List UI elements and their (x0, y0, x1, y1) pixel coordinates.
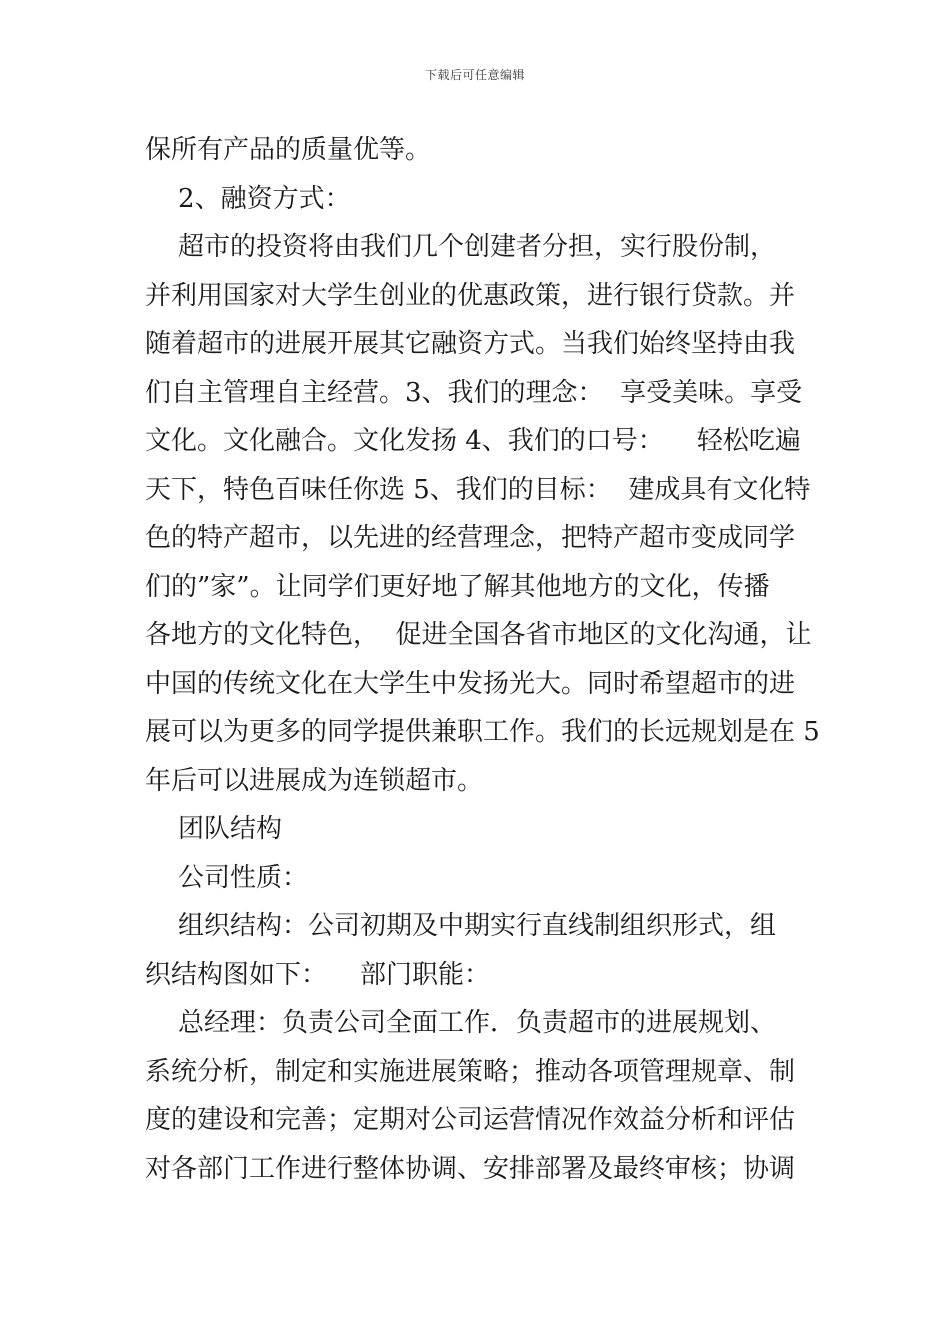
section-heading: 团队结构 (145, 814, 283, 844)
text-line: 文化。文化融合。文化发扬 4、我们的口号： 轻松吃遍 (145, 426, 801, 456)
text-line: 色的特产超市，以先进的经营理念，把特产超市变成同学 (145, 523, 796, 553)
text-line: 保所有产品的质量优等。 (145, 135, 432, 165)
text-line: 们的”家”。让同学们更好地了解其他地方的文化，传播 (145, 571, 770, 602)
text-line: 年后可以进展成为连锁超市。 (145, 765, 484, 796)
page-header: 下载后可任意编辑 (424, 68, 525, 82)
document-body (145, 126, 820, 1193)
text-line: 组织结构：公司初期及中期实行直线制组织形式，组 (145, 911, 777, 941)
text-line: 超市的投资将由我们几个创建者分担，实行股份制， (145, 232, 777, 262)
text-line: 天下，特色百味任你选 5、我们的目标： 建成具有文化特 (145, 474, 811, 505)
text-line: 中国的传统文化在大学生中发扬光大。同时希望超市的进 (145, 668, 796, 699)
text-line: 各地方的文化特色， 促进全国各省市地区的文化沟通，让 (145, 620, 812, 650)
text-line: 2、融资方式： (145, 183, 351, 214)
text-line: 系统分析，制定和实施进展策略；推动各项管理规章、制 (145, 1056, 796, 1087)
text-line: 总经理：负责公司全面工作．负责超市的进展规划、 (145, 1008, 777, 1038)
text-line: 们自主管理自主经营。3、我们的理念： 享受美味。享受 (145, 377, 803, 408)
text-line: 度的建设和完善；定期对公司运营情况作效益分析和评估 (145, 1105, 796, 1135)
text-line: 公司性质： (145, 862, 309, 893)
text-line: 展可以为更多的同学提供兼职工作。我们的长远规划是在 5 (145, 717, 820, 747)
text-line: 织结构图如下： 部门职能： (145, 959, 491, 990)
text-line: 并利用国家对大学生创业的优惠政策，进行银行贷款。并 (145, 280, 796, 311)
text-line: 随着超市的进展开展其它融资方式。当我们始终坚持由我 (145, 329, 796, 359)
text-line: 对各部门工作进行整体协调、安排部署及最终审核；协调 (145, 1153, 796, 1184)
